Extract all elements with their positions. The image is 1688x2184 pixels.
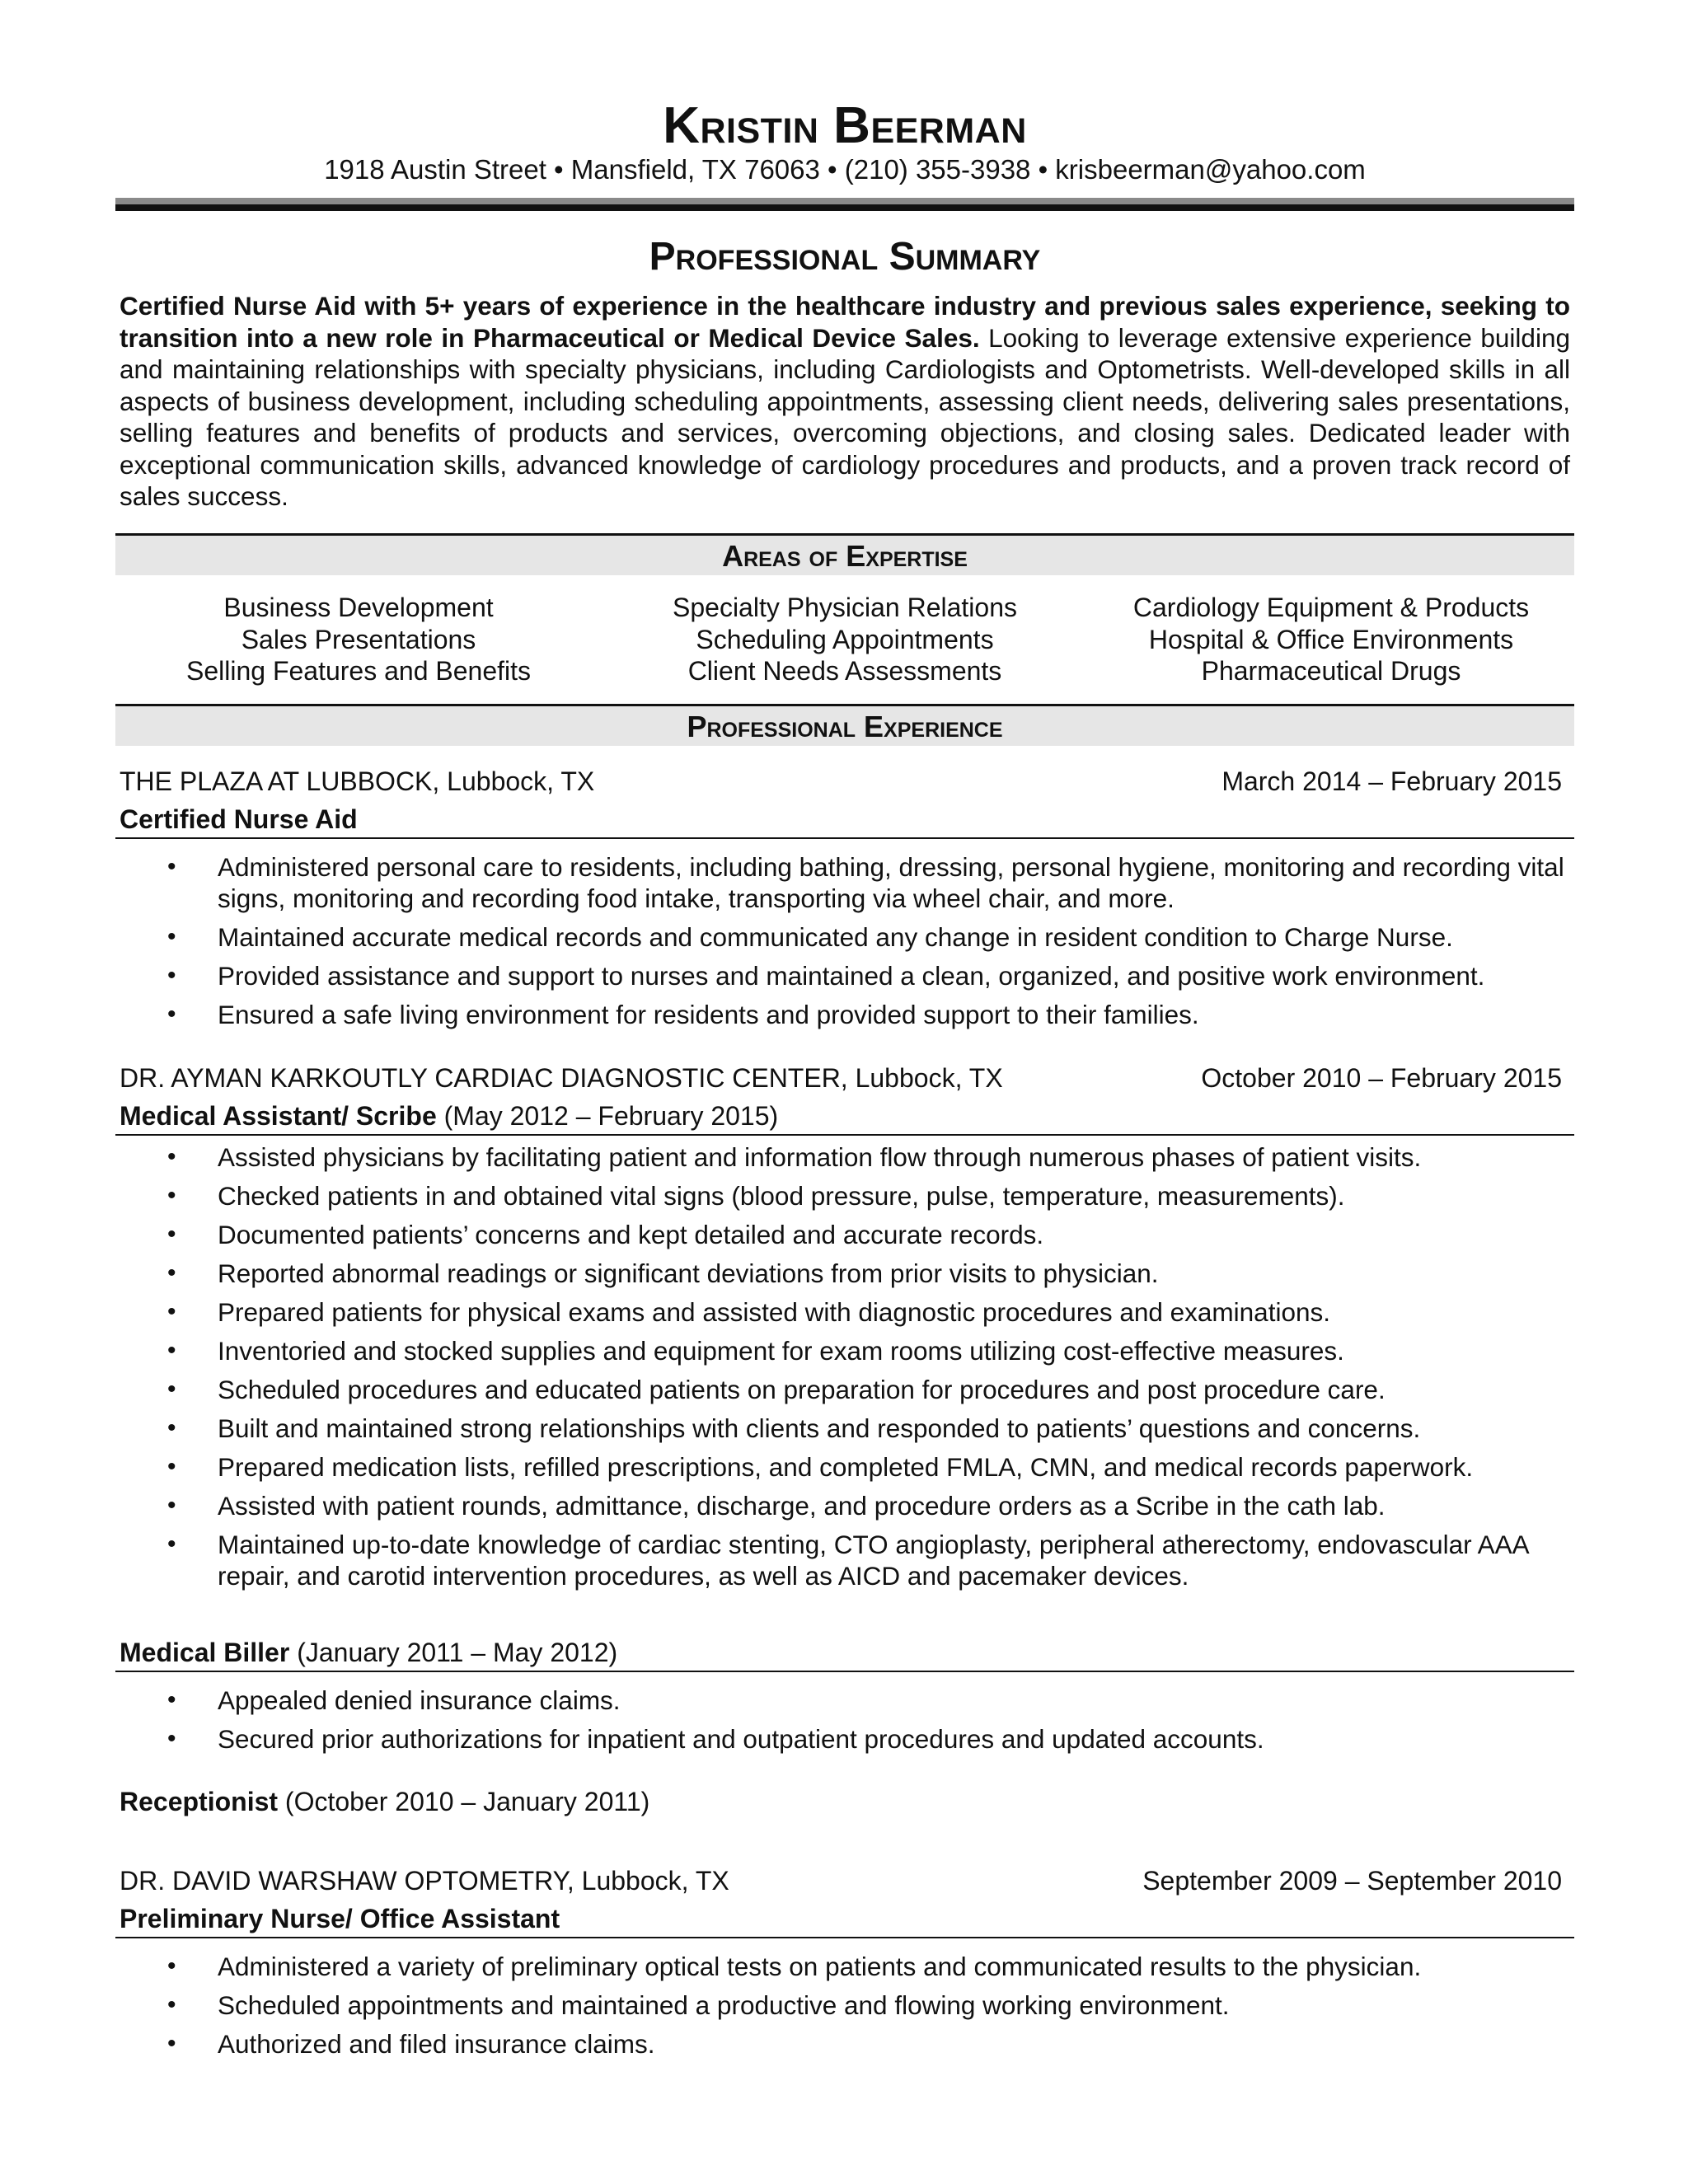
expertise-item: Client Needs Assessments <box>687 656 1002 686</box>
duty-text: Secured prior authorizations for inpatient and outpatient procedures and updated accounts. <box>218 1724 1264 1754</box>
expertise-column <box>602 592 1088 687</box>
list-item <box>115 1490 1574 1521</box>
bullet-icon: • <box>167 1492 176 1519</box>
bullet-icon: • <box>167 962 176 989</box>
bullet-icon: • <box>167 1376 176 1403</box>
duty-text: Reported abnormal readings or significant deviations from prior visits to physician. <box>218 1258 1159 1288</box>
list-item <box>115 1296 1574 1328</box>
expertise-item: Specialty Physician Relations <box>673 593 1017 622</box>
header-divider-gray <box>115 198 1574 204</box>
duty-text: Maintained accurate medical records and communicated any change in resident condition to Charge Nurse. <box>218 922 1453 952</box>
bullet-icon: • <box>167 1952 176 1980</box>
expertise-heading: Areas of Expertise <box>115 533 1574 575</box>
employment-dates: October 2010 – February 2015 <box>1201 1063 1562 1093</box>
employment-dates: March 2014 – February 2015 <box>1221 766 1562 796</box>
bullet-icon: • <box>167 1725 176 1752</box>
employment-dates: September 2009 – September 2010 <box>1142 1866 1562 1896</box>
duties-list <box>115 1141 1574 1599</box>
bullet-icon: • <box>167 923 176 950</box>
bullet-icon: • <box>167 853 176 880</box>
list-item <box>115 1451 1574 1483</box>
duty-text: Inventoried and stocked supplies and equipment for exam rooms utilizing cost-effective measures. <box>218 1336 1344 1366</box>
bullet-icon: • <box>167 1991 176 2018</box>
bullet-icon: • <box>167 2030 176 2057</box>
bullet-icon: • <box>167 1337 176 1364</box>
list-item <box>115 1413 1574 1444</box>
role-underline <box>115 1671 1574 1672</box>
role-dates: (January 2011 – May 2012) <box>289 1638 618 1667</box>
role-underline <box>115 837 1574 839</box>
job-title: Certified Nurse Aid <box>120 804 358 834</box>
role-line <box>120 1636 1570 1669</box>
job-header <box>120 765 1562 798</box>
expertise-grid <box>115 592 1574 687</box>
candidate-name: Kristin Beerman <box>663 97 1027 154</box>
list-item <box>115 851 1574 914</box>
duties-list <box>115 1951 1574 2067</box>
role-underline <box>115 1134 1574 1136</box>
duty-text: Prepared patients for physical exams and assisted with diagnostic procedures and examinations. <box>218 1297 1330 1327</box>
experience-heading: Professional Experience <box>115 704 1574 746</box>
summary-bold-lead: Certified Nurse Aid with 5+ years of experience in the healthcare industry and previous sales experience, seeking to transition into a new role in Pharmaceutical or Medical Device Sales. <box>120 291 1570 353</box>
job-header <box>120 1062 1562 1094</box>
duty-text: Provided assistance and support to nurses and maintained a clean, organized, and positive work environment. <box>218 961 1485 991</box>
expertise-item: Cardiology Equipment & Products <box>1132 593 1530 622</box>
role-dates: (May 2012 – February 2015) <box>436 1101 779 1131</box>
list-item <box>115 999 1574 1030</box>
list-item <box>115 960 1574 991</box>
summary-body: Looking to leverage extensive experience building and maintaining relationships with specialty physicians, including Cardiologists and Optometrists. Well-developed skills in all aspects of business development, including scheduling appointments, assessing client needs, delivering sales presentations, selling features and benefits of products and services, overcoming objections, and closing sales. Dedicated leader with exceptional communication skills, advanced knowledge of cardiology procedures and products, and a proven track record of sales success. <box>120 322 1570 511</box>
list-item <box>115 1951 1574 1982</box>
duty-text: Assisted physicians by facilitating patient and information flow through numerous phases of patient visits. <box>218 1142 1422 1172</box>
summary-heading: Professional Summary <box>649 235 1041 279</box>
list-item <box>115 1990 1574 2021</box>
list-item <box>115 1685 1574 1716</box>
list-item <box>115 1529 1574 1591</box>
duties-list <box>115 1685 1574 1762</box>
list-item <box>115 1374 1574 1405</box>
duty-text: Built and maintained strong relationships with clients and responded to patients’ questions and concerns. <box>218 1413 1421 1443</box>
job-title: Receptionist <box>120 1787 279 1816</box>
duty-text: Administered a variety of preliminary optical tests on patients and communicated results to the physician. <box>218 1952 1422 1981</box>
list-item <box>115 921 1574 953</box>
summary-paragraph <box>120 290 1570 513</box>
list-item <box>115 1723 1574 1755</box>
duties-list <box>115 851 1574 1038</box>
bullet-icon: • <box>167 1686 176 1713</box>
list-item <box>115 1335 1574 1366</box>
role-underline <box>115 1937 1574 1938</box>
bullet-icon: • <box>167 1414 176 1441</box>
contact-line: 1918 Austin Street • Mansfield, TX 76063 • (210) 355-3938 • krisbeerman@yahoo.com <box>324 154 1366 185</box>
duty-text: Ensured a safe living environment for residents and provided support to their families. <box>218 1000 1199 1029</box>
expertise-column <box>115 592 602 687</box>
list-item <box>115 1219 1574 1250</box>
bullet-icon: • <box>167 1453 176 1480</box>
bullet-icon: • <box>167 1298 176 1325</box>
expertise-column <box>1088 592 1574 687</box>
role-dates: (October 2010 – January 2011) <box>278 1787 650 1816</box>
job-title: Medical Biller <box>120 1638 290 1667</box>
list-item <box>115 2028 1574 2060</box>
role-line <box>120 1099 1570 1132</box>
employer-name: DR. DAVID WARSHAW OPTOMETRY, Lubbock, TX <box>120 1866 729 1896</box>
duty-text: Scheduled procedures and educated patients on preparation for procedures and post procedure care. <box>218 1375 1386 1404</box>
list-item <box>115 1141 1574 1173</box>
bullet-icon: • <box>167 1001 176 1028</box>
bullet-icon: • <box>167 1143 176 1170</box>
duty-text: Assisted with patient rounds, admittance, discharge, and procedure orders as a Scribe in the cath lab. <box>218 1491 1386 1521</box>
duty-text: Checked patients in and obtained vital signs (blood pressure, pulse, temperature, measurements). <box>218 1181 1345 1211</box>
duty-text: Administered personal care to residents, including bathing, dressing, personal hygiene, monitoring and recording vital signs, monitoring and recording food intake, transporting via wheel chair, and more. <box>218 852 1564 913</box>
job-title: Medical Assistant/ Scribe <box>120 1101 437 1131</box>
employer-name: THE PLAZA AT LUBBOCK, Lubbock, TX <box>120 766 595 796</box>
duty-text: Documented patients’ concerns and kept detailed and accurate records. <box>218 1220 1044 1249</box>
expertise-item: Sales Presentations <box>241 624 476 654</box>
duty-text: Appealed denied insurance claims. <box>218 1685 621 1715</box>
duty-text: Prepared medication lists, refilled prescriptions, and completed FMLA, CMN, and medical records paperwork. <box>218 1452 1474 1482</box>
bullet-icon: • <box>167 1259 176 1286</box>
role-line <box>120 803 1570 836</box>
duty-text: Authorized and filed insurance claims. <box>218 2029 655 2059</box>
expertise-item: Scheduling Appointments <box>696 624 994 654</box>
header-divider-black <box>115 204 1574 211</box>
role-line <box>120 1902 1570 1935</box>
bullet-icon: • <box>167 1182 176 1209</box>
expertise-item: Hospital & Office Environments <box>1148 624 1514 654</box>
expertise-item: Business Development <box>223 593 494 622</box>
bullet-icon: • <box>167 1221 176 1248</box>
bullet-icon: • <box>167 1530 176 1558</box>
duty-text: Scheduled appointments and maintained a productive and flowing working environment. <box>218 1990 1230 2020</box>
job-title: Preliminary Nurse/ Office Assistant <box>120 1904 560 1933</box>
job-header <box>120 1864 1562 1897</box>
list-item <box>115 1258 1574 1289</box>
role-line <box>120 1785 1570 1818</box>
employer-name: DR. AYMAN KARKOUTLY CARDIAC DIAGNOSTIC CENTER, Lubbock, TX <box>120 1063 1003 1093</box>
list-item <box>115 1180 1574 1212</box>
expertise-item: Pharmaceutical Drugs <box>1201 656 1461 686</box>
expertise-item: Selling Features and Benefits <box>185 656 532 686</box>
duty-text: Maintained up-to-date knowledge of cardiac stenting, CTO angioplasty, peripheral atherectomy, endovascular AAA repair, and carotid intervention procedures, as well as AICD and pacemaker devices. <box>218 1530 1528 1591</box>
